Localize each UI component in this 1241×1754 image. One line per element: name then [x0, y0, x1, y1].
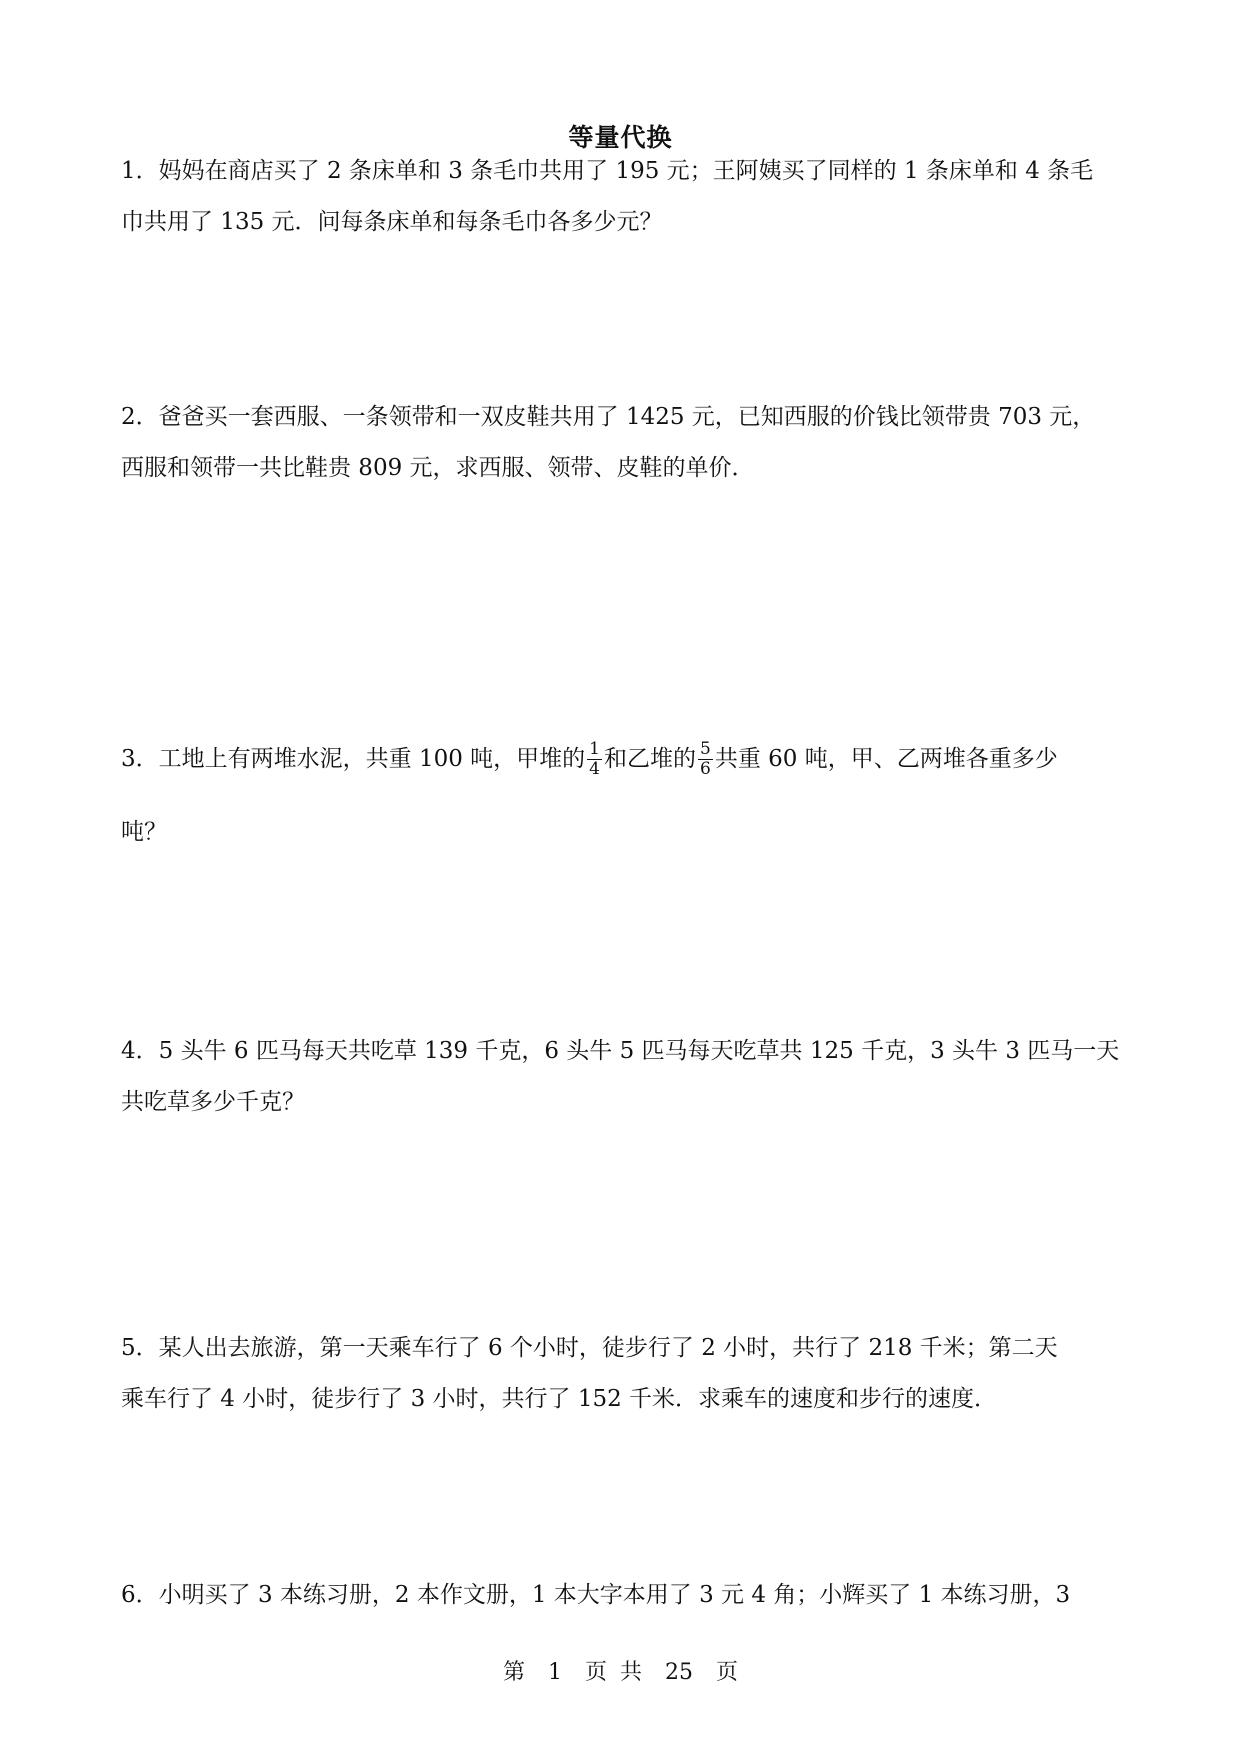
question-2 — [121, 392, 1131, 494]
question-3-line-1 — [121, 727, 1131, 791]
page-title: 等量代换 — [568, 123, 673, 152]
question-5-line-1: 5．某人出去旅游，第一天乘车行了 6 个小时，徒步行了 2 小时，共行了 218 千米；第二天 — [121, 1335, 1058, 1361]
footer-prefix: 第 — [502, 1660, 525, 1685]
footer-suffix: 页 — [716, 1660, 739, 1685]
footer-middle: 页 共 — [585, 1660, 642, 1685]
page-footer — [0, 1655, 1241, 1686]
fraction-numerator: 5 — [699, 738, 711, 759]
question-1-line-1: 1．妈妈在商店买了 2 条床单和 3 条毛巾共用了 195 元；王阿姨买了同样的 1 条床单和 4 条毛 — [121, 158, 1094, 184]
question-2-line-2: 西服和领带一共比鞋贵 809 元，求西服、领带、皮鞋的单价． — [121, 455, 755, 481]
question-5 — [121, 1323, 1131, 1425]
question-1-line-2: 巾共用了 135 元．问每条床单和每条毛巾各多少元？ — [121, 209, 663, 235]
footer-total-pages: 25 — [665, 1660, 693, 1685]
question-5-line-2: 乘车行了 4 小时，徒步行了 3 小时，共行了 152 千米．求乘车的速度和步行的速度． — [121, 1386, 998, 1412]
question-3-text-b: 和乙堆的 — [603, 745, 696, 772]
fraction-denominator: 4 — [589, 758, 600, 779]
question-3-text-a: 3．工地上有两堆水泥，共重 100 吨，甲堆的 — [121, 745, 586, 772]
question-4-line-2: 共吃草多少千克？ — [121, 1089, 305, 1115]
fraction-denominator: 6 — [699, 758, 711, 779]
question-6-line-1: 6．小明买了 3 本练习册，2 本作文册，1 本大字本用了 3 元 4 角；小辉买了 1 本练习册，3 — [121, 1582, 1071, 1608]
fraction-numerator: 1 — [589, 738, 600, 759]
question-1 — [121, 146, 1131, 248]
footer-page-number: 1 — [548, 1660, 562, 1685]
question-6 — [121, 1570, 1131, 1621]
question-2-line-1: 2．爸爸买一套西服、一条领带和一双皮鞋共用了 1425 元，已知西服的价钱比领带贵 703 元， — [121, 404, 1096, 430]
question-4 — [121, 1026, 1131, 1128]
question-3-line-2: 吨？ — [121, 819, 167, 845]
fraction-one-quarter — [587, 740, 602, 779]
question-3 — [121, 727, 1131, 844]
fraction-five-sixths — [698, 740, 713, 779]
question-4-line-1: 4．5 头牛 6 匹马每天共吃草 139 千克，6 头牛 5 匹马每天吃草共 125 千克，3 头牛 3 匹马一天 — [121, 1038, 1120, 1064]
question-3-text-c: 共重 60 吨，甲、乙两堆各重多少 — [714, 745, 1058, 772]
